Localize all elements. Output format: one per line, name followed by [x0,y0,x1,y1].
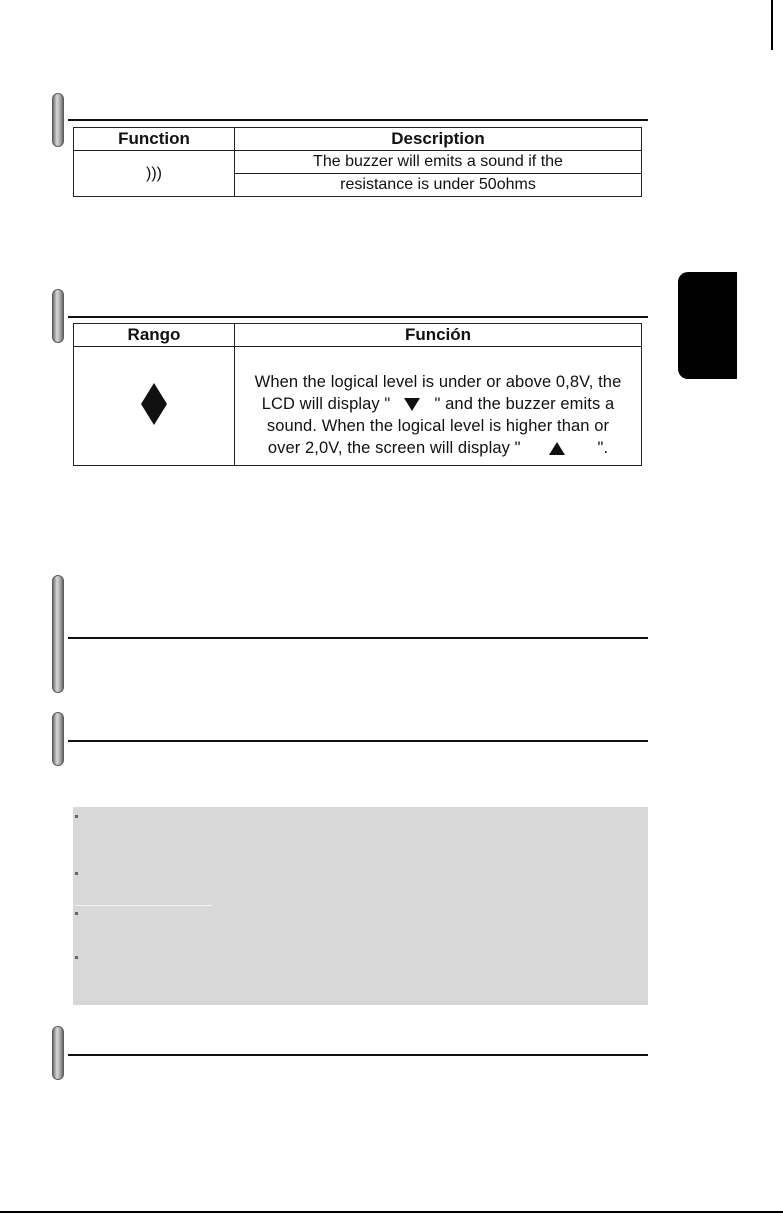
bullet-mark [75,912,78,915]
up-down-triangles-icon [141,383,167,425]
section-marker-5 [52,1026,64,1080]
triangle-up-icon-inline [549,442,565,455]
bullet-mark [75,815,78,818]
logic-line-4 [235,437,641,459]
function-description [235,347,642,466]
section-rule-logic [68,316,648,318]
table-row [74,347,642,466]
triangle-down-icon-inline [404,398,420,411]
logic-line-4-end: ". [597,439,609,457]
language-tab [678,272,737,379]
header-description: Description [235,128,642,151]
logic-line-2-start: LCD will display " [261,395,391,413]
description-line-2: resistance is under 50ohms [235,174,642,197]
section-marker-logic [52,289,64,343]
section-marker-tall [52,575,64,693]
header-rango: Rango [74,324,235,347]
crop-mark-top-right [771,0,773,50]
logic-line-2 [235,393,641,415]
table-row [74,151,642,174]
crop-mark-bottom [0,1211,783,1213]
logic-line-4-start: over 2,0V, the screen will display " [267,439,521,457]
continuity-table [73,127,642,197]
logic-line-3: sound. When the logical level is higher than or [266,417,610,435]
logic-table [73,323,642,466]
header-function: Function [74,128,235,151]
triangle-up-icon [141,383,167,404]
section-rule-5 [68,1054,648,1056]
header-funcion: Función [235,324,642,347]
section-marker-4 [52,712,64,766]
logic-line-2-end: " and the buzzer emits a [434,395,615,413]
section-rule-4 [68,740,648,742]
bullet-mark [75,872,78,875]
logic-line-1: When the logical level is under or above 0,8V, the [254,373,622,391]
description-line-1: The buzzer will emits a sound if the [235,151,642,174]
range-cell [74,347,235,466]
section-rule-3 [68,637,648,639]
table-header-row [74,128,642,151]
section-marker-continuity [52,93,64,147]
continuity-symbol: ))) [74,151,235,197]
table-header-row [74,324,642,347]
bullet-mark [75,956,78,959]
triangle-down-icon [141,404,167,425]
section-rule-continuity [68,119,648,121]
note-divider [75,905,212,906]
note-box [73,807,648,1005]
